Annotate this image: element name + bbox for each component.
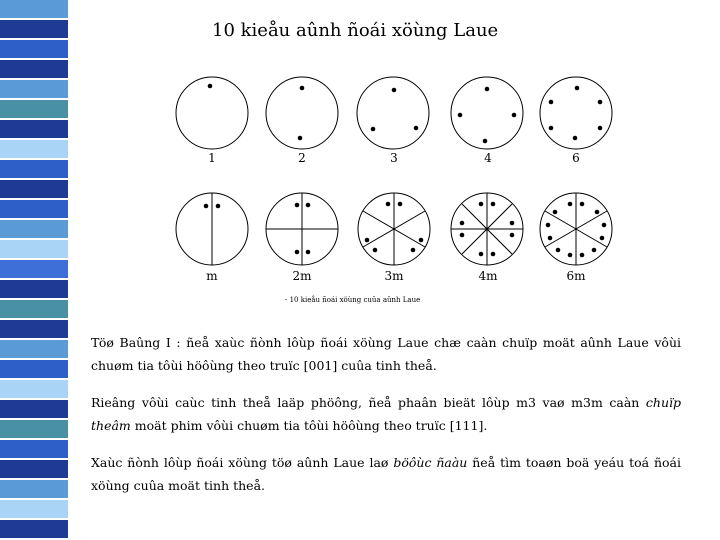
spot [306,250,311,255]
spot [512,113,517,118]
spot [414,126,419,131]
spot [491,252,496,257]
stripe-block [0,320,68,340]
spot [592,248,597,253]
spot [373,248,378,253]
spot [548,236,553,241]
stripe-block [0,460,68,480]
pattern-m [176,193,248,265]
spot [300,86,305,91]
spot [549,126,554,131]
stripe-block [0,420,68,440]
paragraph-2-text-a: Rieâng vôùi caùc tinh theå laäp phöông, ñeå phaân bieät lôùp m3 vaø m3m caàn [91,395,646,410]
spot [411,248,416,253]
spot [568,202,573,207]
spot [460,233,465,238]
label-6: 6 [572,151,580,165]
pattern-4m [451,193,523,265]
spot [306,203,311,208]
spot [295,250,300,255]
spot [208,84,213,89]
stripe-block [0,480,68,500]
spot [598,100,603,105]
spot [298,136,303,141]
spot [595,210,600,215]
spot [573,136,578,141]
stripe-block [0,500,68,520]
label-4m: 4m [478,269,498,283]
page-title: 10 kieåu aûnh ñoái xöùng Laue [212,20,499,41]
stripe-block [0,520,68,540]
spot [600,236,605,241]
pattern-6 [540,77,612,149]
stripe-block [0,380,68,400]
spot [598,126,603,131]
spot [546,223,551,228]
label-6m: 6m [566,269,586,283]
spot [216,204,221,209]
spot [510,233,515,238]
spot [580,253,585,258]
spot [549,100,554,105]
label-2: 2 [298,151,306,165]
spot [510,221,515,226]
spot [485,87,490,92]
paragraph-3-text-b: ñeå tìm toaøn boä yeáu toá ñoái xöùng cuûa moät tinh theå. [91,455,681,493]
stripe-block [0,360,68,380]
label-3m: 3m [384,269,404,283]
spot [295,203,300,208]
spot [371,127,376,132]
spot [553,210,558,215]
label-4: 4 [484,151,492,165]
label-3: 3 [390,151,398,165]
spot [392,88,397,93]
spot [204,204,209,209]
spot [479,252,484,257]
paragraph-2 [91,391,681,437]
stripe-block [0,300,68,320]
label-2m: 2m [292,269,312,283]
spot [556,248,561,253]
spot [580,202,585,207]
spot [419,238,424,243]
pattern-1 [176,77,248,149]
spot [479,202,484,207]
label-m: m [206,269,218,283]
stripe-block [0,400,68,420]
spot [386,202,391,207]
spot [460,221,465,226]
pattern-3m [358,193,430,265]
paragraph-3-text-a: Xaùc ñònh lôùp ñoái xöùng töø aûnh Laue laø [91,455,394,470]
spot [365,238,370,243]
spot [398,202,403,207]
paragraph-2-text-b: moät phim vôùi chuøm tia tôùi höôùng theo truïc [111]. [130,418,488,433]
pattern-4 [451,77,523,149]
label-1: 1 [208,151,216,165]
stripe-block [0,440,68,460]
stripe-block [0,340,68,360]
figure-caption: - 10 kieåu ñoái xöùng cuûa aûnh Laue [285,296,421,304]
spot [483,139,488,144]
paragraph-3-emphasis: böôùc ñaàu [393,455,468,470]
pattern-6m [540,193,612,265]
spot [575,86,580,91]
pattern-3 [357,77,429,149]
spot [602,223,607,228]
pattern-2 [266,77,338,149]
spot [568,253,573,258]
paragraph-1: Töø Baûng I : ñeå xaùc ñònh lôùp ñoái xöùng Laue chæ caàn chuïp moät aûnh Laue vôùi chuøm tia tôùi höôùng theo truïc [001] cuûa tinh theå. [91,335,681,373]
paragraph-2-emphasis: chuïp theâm [91,395,681,433]
spot [458,113,463,118]
pattern-2m [266,193,338,265]
spot [491,202,496,207]
paragraph-3 [91,451,681,497]
